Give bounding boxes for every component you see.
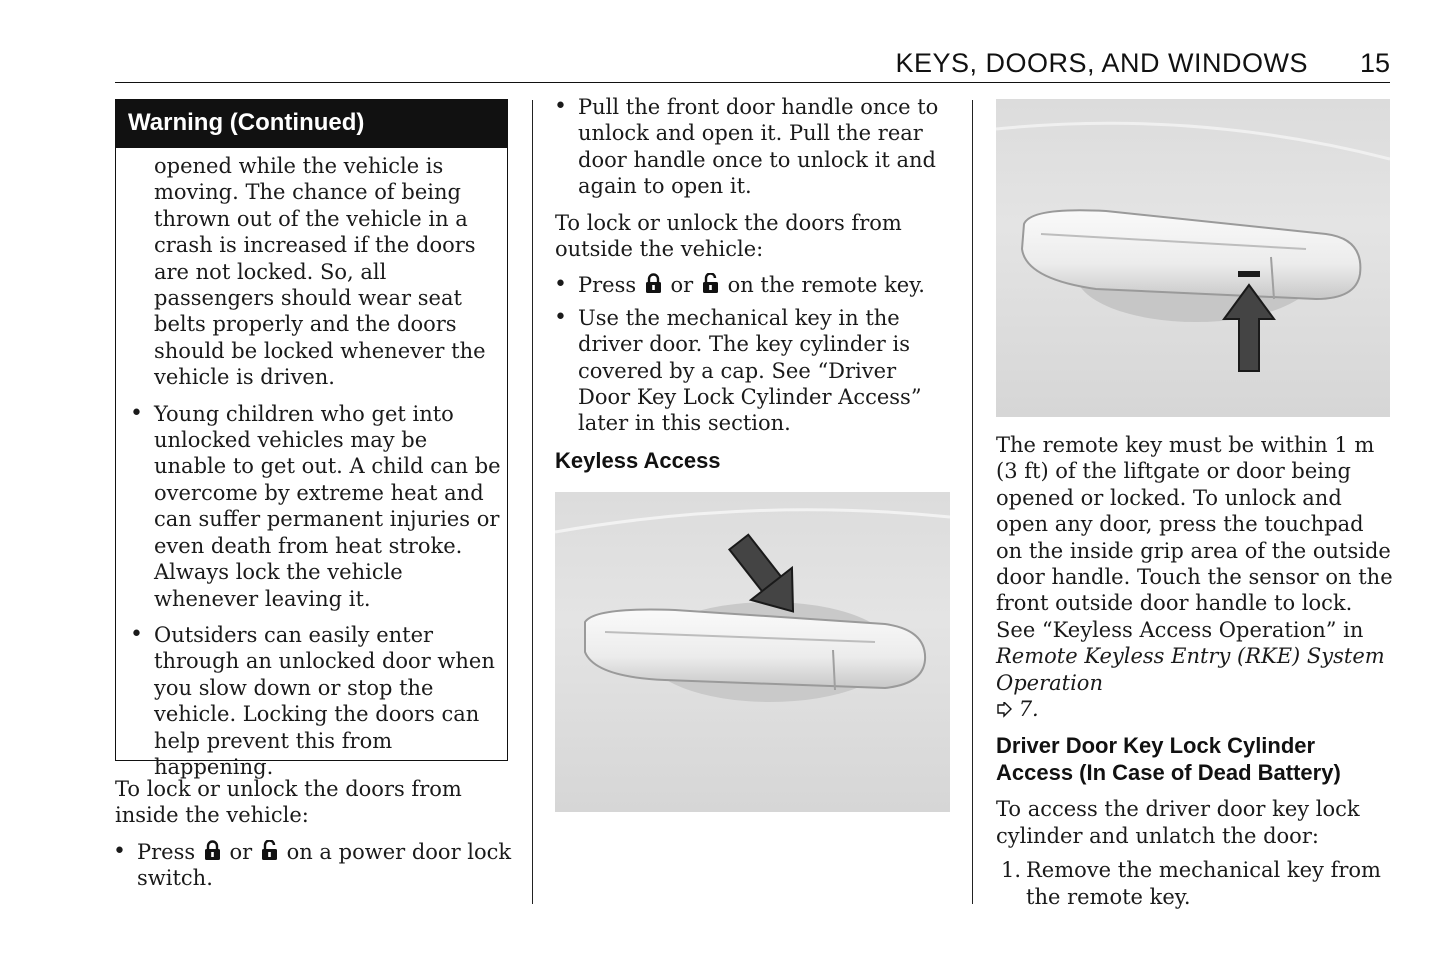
step-item: 1. Remove the mechanical key from the remote key. bbox=[1001, 858, 1381, 909]
door-handle-illustration bbox=[555, 492, 950, 812]
mechanical-key-bullet: • Use the mechanical key in the driver door. The key cylinder is covered by a cap. See “Driver Door Key Lock Cylinder Access” later in this section. bbox=[578, 305, 950, 437]
warning-bullet: • Outsiders can easily enter through an unlocked door when you slow down or stop the vehicle. Locking the doors can help prevent this from happening. bbox=[154, 622, 501, 780]
keyless-access-heading: Keyless Access bbox=[555, 447, 721, 473]
outside-intro: To lock or unlock the doors from outside the vehicle: bbox=[555, 210, 902, 262]
warning-title: Warning (Continued) bbox=[116, 100, 507, 148]
cross-reference-page: 7. bbox=[1018, 697, 1039, 722]
warning-box bbox=[115, 99, 508, 779]
unlock-icon bbox=[261, 840, 278, 861]
driver-door-heading: Driver Door Key Lock Cylinder Access (In Case of Dead Battery) bbox=[996, 733, 1341, 786]
page-reference-icon bbox=[996, 702, 1012, 718]
column-divider bbox=[532, 100, 533, 904]
inside-lock-section bbox=[115, 776, 515, 892]
warning-bullet: • Young children who get into unlocked vehicles may be unable to get out. A child can be overcome by extreme heat and can suffer permanent injuries or even death from heat stroke. Always lock the vehicle whenever leaving it. bbox=[154, 401, 501, 612]
access-intro: To access the driver door key lock cylinder and unlatch the door: bbox=[996, 797, 1360, 848]
page-number: 15 bbox=[1359, 48, 1390, 78]
page-header bbox=[115, 48, 1390, 83]
door-handle-figure-unlock bbox=[996, 99, 1390, 417]
pull-handle-bullet: • Pull the front door handle once to unlock and open it. Pull the rear door handle once to unlock it and again to open it. bbox=[578, 94, 950, 200]
column-2 bbox=[555, 94, 950, 474]
door-handle-illustration bbox=[996, 99, 1390, 417]
warning-body bbox=[116, 148, 507, 780]
unlock-icon bbox=[702, 273, 719, 294]
column-divider bbox=[972, 100, 973, 904]
lock-icon bbox=[204, 840, 221, 861]
remote-key-bullet: • Press or on the remote key. bbox=[578, 272, 950, 298]
warning-continued-text: opened while the vehicle is moving. The chance of being thrown out of the vehicle in a crash is increased if the doors are not locked. So, all passengers should wear seat belts properly and the doors should be locked whenever the vehicle is driven. bbox=[154, 154, 486, 390]
keyless-description: The remote key must be within 1 m (3 ft) of the liftgate or door being opened or locked. To unlock and open any door, press the touchpad on the inside grip area of the outside door handle. Touch the sensor on the front outside door handle to lock. See “Keyless Access Operation” in Remote Keyless Entry (RKE) System Operation 7. bbox=[996, 433, 1393, 722]
cross-reference-title: Remote Keyless Entry (RKE) System Operation bbox=[996, 644, 1385, 695]
lock-icon bbox=[645, 273, 662, 294]
door-handle-figure-lock bbox=[555, 492, 950, 812]
inside-intro: To lock or unlock the doors from inside the vehicle: bbox=[115, 777, 462, 828]
column-3-text bbox=[996, 432, 1396, 910]
section-title: KEYS, DOORS, AND WINDOWS bbox=[895, 48, 1308, 78]
inside-bullet: • Press or on a power door lock switch. bbox=[137, 839, 515, 892]
